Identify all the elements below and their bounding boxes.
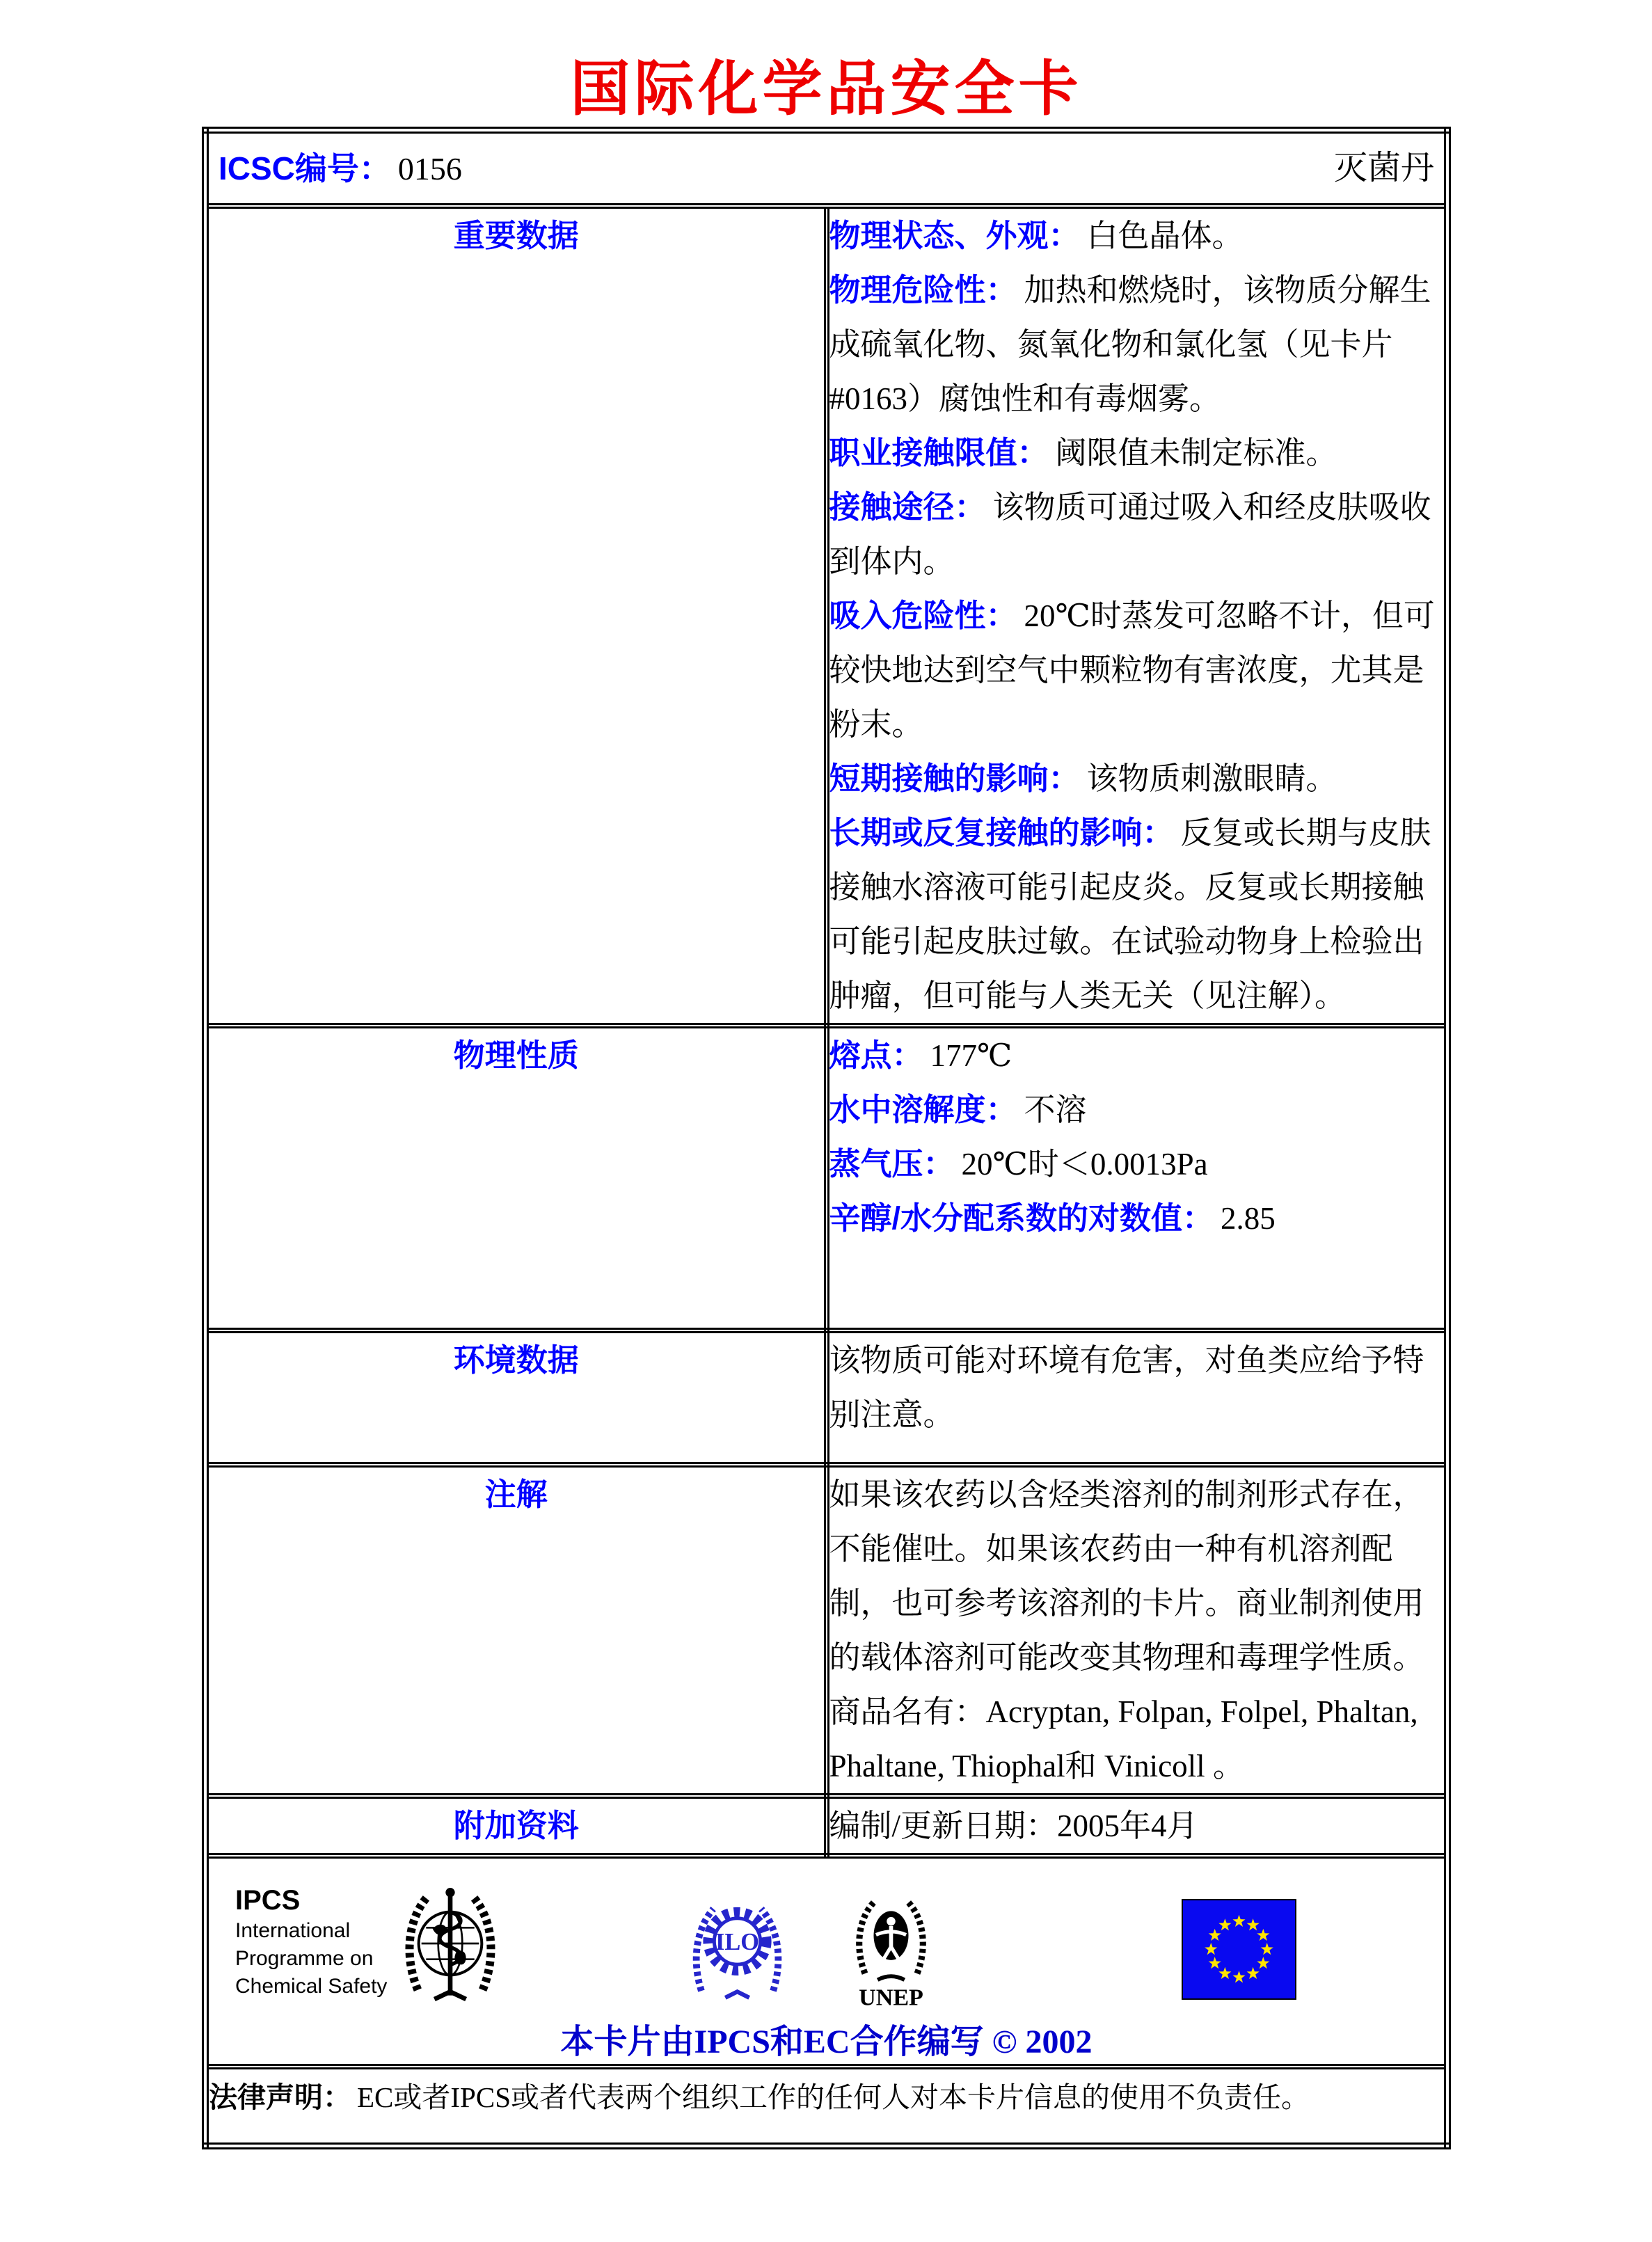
entry-label: 熔点： [829, 1037, 923, 1073]
entry-label: 水中溶解度： [829, 1092, 1017, 1127]
section-label-physical-properties: 物理性质 [205, 1026, 827, 1330]
section-label-important-data: 重要数据 [205, 206, 827, 1026]
ipcs-line3: Chemical Safety [235, 1975, 388, 1998]
entry-label: 物理状态、外观： [829, 218, 1080, 253]
entry [829, 589, 1445, 752]
card-header [209, 134, 1444, 203]
entry-label: 职业接触限值： [829, 435, 1049, 470]
entry-text: 如果该农药以含烃类溶剂的制剂形式存在，不能催吐。如果该农药由一种有机溶剂配制，也可参考该溶剂的卡片。商业制剂使用的载体溶剂可能改变其物理和毒理学性质。商品名有：Acryptan, Folpan, Folpel, Phaltan, Phaltane, Thiophal和 Vinicoll 。 [829, 1477, 1424, 1783]
entry-label: 接触途径： [829, 489, 986, 525]
eu-flag-icon [1182, 1899, 1296, 2000]
icsc-number-value: 0156 [397, 150, 462, 186]
ipcs-acronym: IPCS [235, 1885, 301, 1916]
additional-info-content [827, 1796, 1448, 1856]
legal-text: EC或者IPCS或者代表两个组织工作的任何人对本卡片信息的使用不负责任。 [357, 2081, 1310, 2113]
entry-text: 该物质可通过吸入和经皮肤吸收到体内。 [829, 490, 1431, 579]
entry-text: 20℃时蒸发可忽略不计，但可较快地达到空气中颗粒物有害浓度，尤其是粉末。 [829, 598, 1435, 742]
physical-properties-content [827, 1026, 1448, 1330]
entry-label: 蒸气压： [829, 1146, 955, 1182]
header-row [205, 130, 1447, 206]
entry [829, 209, 1445, 263]
entry [829, 752, 1445, 806]
entry-text: 白色晶体。 [1086, 218, 1244, 253]
entry [829, 1137, 1445, 1191]
ipcs-line1: International [235, 1919, 351, 1942]
entry [829, 480, 1445, 589]
entry-label: 辛醇/水分配系数的对数值： [829, 1200, 1214, 1236]
entry-text: 编制/更新日期：2005年4月 [829, 1808, 1198, 1843]
ilo-emblem-icon [690, 1886, 784, 2008]
cooperation-caption [209, 2024, 1444, 2060]
section-label-additional-info: 附加资料 [205, 1796, 827, 1856]
icsc-card-table [202, 127, 1451, 2149]
entry [829, 1028, 1445, 1083]
entry-text: 加热和燃烧时，该物质分解生成硫氧化物、氮氧化物和氯化氢（见卡片#0163）腐蚀性和有毒烟雾。 [829, 273, 1431, 416]
additional-info-row [205, 1796, 1447, 1856]
entry-text: 177℃ [930, 1038, 1012, 1073]
unep-emblem-icon [848, 1878, 935, 2021]
entry [829, 1191, 1445, 1246]
icsc-number-label: ICSC编号： [219, 150, 391, 186]
entry-text: 不溶 [1024, 1092, 1087, 1127]
legal-label: 法律声明： [209, 2081, 351, 2113]
cooperation-text: 本卡片由IPCS和EC合作编写 [560, 2024, 984, 2060]
important-data-content [827, 206, 1448, 1026]
physical-properties-row [205, 1026, 1447, 1330]
ipcs-text-logo [235, 1884, 387, 2001]
entry-text: 20℃时＜0.0013Pa [961, 1147, 1208, 1182]
section-label-environmental-data: 环境数据 [205, 1330, 827, 1465]
page-title: 国际化学品安全卡 [570, 56, 1083, 122]
logos-row [205, 1856, 1447, 2067]
environmental-data-row [205, 1330, 1447, 1465]
notes-content [827, 1465, 1448, 1796]
logos-cell [205, 1856, 1447, 2067]
important-data-row [205, 206, 1447, 1026]
entry-text: 该物质可能对环境有危害，对鱼类应给予特别注意。 [829, 1343, 1424, 1432]
entry-label: 短期接触的影响： [829, 761, 1080, 796]
section-label-notes: 注解 [205, 1465, 827, 1796]
entry-label: 物理危险性： [829, 272, 1017, 308]
legal-cell [205, 2067, 1447, 2146]
unep-letters: UNEP [859, 1985, 923, 2011]
entry [829, 263, 1445, 426]
entry-text: 2.85 [1221, 1201, 1276, 1236]
environmental-data-content [827, 1330, 1448, 1465]
entry [829, 1083, 1445, 1137]
ipcs-line2: Programme on [235, 1947, 374, 1970]
entry [829, 426, 1445, 480]
entry [829, 806, 1445, 1023]
entry-text: 反复或长期与皮肤接触水溶液可能引起皮炎。反复或长期接触可能引起皮肤过敏。在试验动物身上检验出肿瘤，但可能与人类无关（见注解）。 [829, 816, 1431, 1013]
who-emblem-icon [398, 1877, 502, 2016]
notes-row [205, 1465, 1447, 1796]
entry-text: 该物质刺激眼睛。 [1086, 761, 1337, 796]
chemical-name: 灭菌丹 [1333, 150, 1434, 186]
entry-text: 阈限值未制定标准。 [1055, 436, 1337, 470]
copyright-text: © 2002 [992, 2024, 1093, 2060]
entry-label: 吸入危险性： [829, 598, 1017, 633]
entry-label: 长期或反复接触的影响： [829, 815, 1174, 850]
ilo-letters: ILO [715, 1929, 760, 1956]
legal-row [205, 2067, 1447, 2146]
